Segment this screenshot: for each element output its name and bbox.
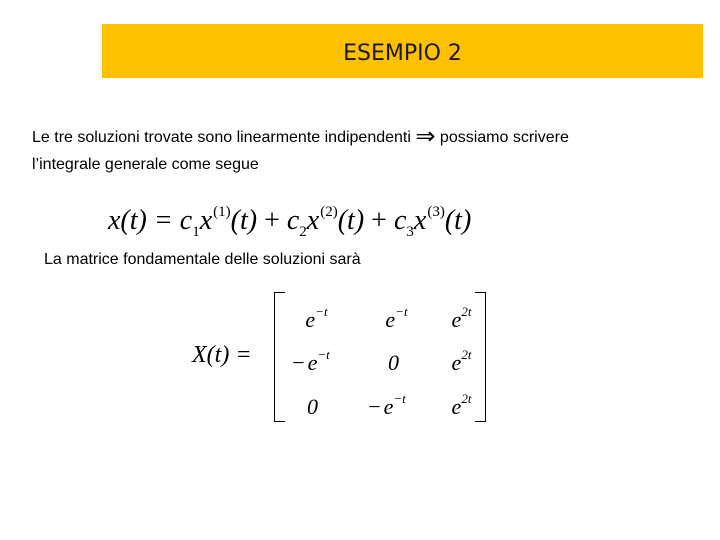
equation-term-2: + $c_2x^{(2)}(t)$ <box>264 204 365 240</box>
matrix-intro-text: La matrice fondamentale delle soluzioni sarà <box>44 251 361 268</box>
equation-term-3: + $c_3x^{(3)}(t)$ <box>371 204 472 240</box>
general-integral-equation <box>108 192 471 252</box>
implies-arrow: ⇒ <box>415 122 436 150</box>
intro-paragraph <box>32 124 569 178</box>
matrix-cell-r1c1: $e^{-t}$ <box>305 304 328 332</box>
matrix-cell-r2c3: $e^{2t}$ <box>451 347 472 375</box>
matrix-cell-r3c3: $e^{2t}$ <box>451 391 472 419</box>
matrix-cell-r1c2: $e^{-t}$ <box>385 304 408 332</box>
intro-text-before: Le tre soluzioni trovate sono linearmente indipendenti <box>32 129 416 146</box>
intro-line-1 <box>32 124 569 151</box>
matrix-cell-r2c1: − $e^{-t}$ <box>292 347 330 375</box>
title-banner <box>102 24 703 78</box>
matrix-cell-r3c1: 0 <box>307 394 318 419</box>
equation-lhs: x(t) = <box>108 205 173 236</box>
matrix-cell-r2c2: 0 <box>388 350 399 375</box>
intro-line-2: l’integrale generale come segue <box>32 156 259 173</box>
equation-term-1: $c_1x^{(1)}(t)$ <box>179 204 258 240</box>
slide-title: ESEMPIO 2 <box>343 40 462 66</box>
matrix-cell-r3c2: − $e^{-t}$ <box>368 391 406 419</box>
matrix-lhs: X(t) = <box>192 342 252 368</box>
intro-text-after: possiamo scrivere <box>435 129 569 146</box>
matrix-cell-r1c3: $e^{2t}$ <box>451 304 472 332</box>
